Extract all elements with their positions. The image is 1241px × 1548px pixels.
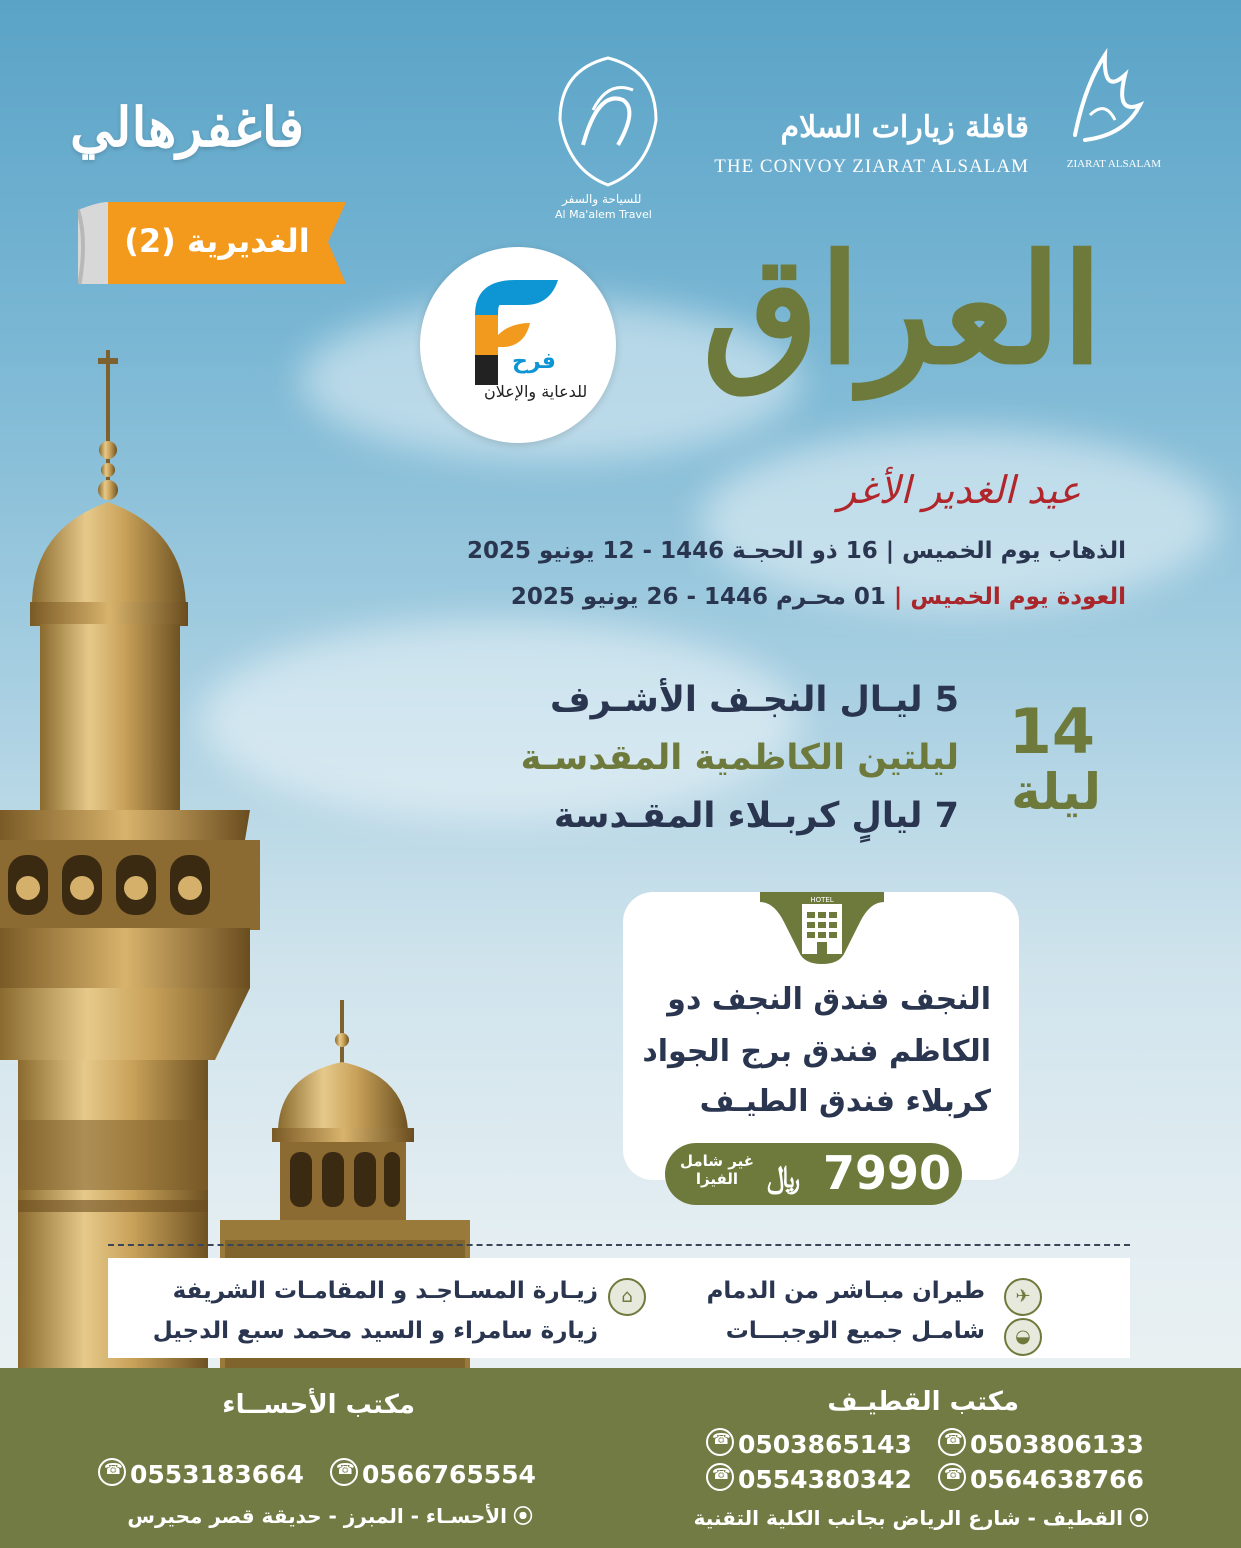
- partner-caption-arabic: للسياحة والسفر: [562, 192, 642, 206]
- departure-line: [467, 538, 1126, 564]
- departure-label: الذهاب يوم الخميس: [902, 538, 1126, 564]
- total-nights-number: 14: [1008, 695, 1095, 768]
- whatsapp-icon: [706, 1463, 734, 1491]
- brand-name-arabic: قافلة زيارات السلام: [780, 110, 1029, 145]
- hotel-karbala: كربلاء فندق الطيـف: [699, 1084, 991, 1119]
- location-pin-icon: ⦿: [1129, 1506, 1149, 1530]
- return-date: 01 محـرم 1446 - 26 يونيو 2025: [510, 584, 886, 610]
- qatif-office-title: مكتب القطيـف: [827, 1387, 1019, 1417]
- ahsa-office-title: مكتب الأحســاء: [222, 1390, 415, 1420]
- qatif-phone-4[interactable]: ☎0554380342: [706, 1463, 912, 1494]
- ahsa-phone-1[interactable]: ☎0566765554: [330, 1458, 536, 1489]
- sponsor-name: فرح: [512, 349, 556, 374]
- whatsapp-icon: [938, 1428, 966, 1456]
- shrine-minaret-illustration: [0, 340, 470, 1370]
- brand-name-english: THE CONVOY ZIARAT ALSALAM: [714, 156, 1029, 177]
- departure-date: 16 ذو الحجـة 1446 - 12 يونيو 2025: [466, 538, 878, 564]
- qatif-address: ⦿القطيف - شارع الرياض بجانب الكلية التقنية: [694, 1502, 1149, 1531]
- hotel-najaf: النجف فندق النجف دو: [667, 982, 991, 1017]
- meal-dish-icon: ◒: [1004, 1318, 1042, 1356]
- divider: [108, 1244, 1130, 1246]
- hotel-kadhimiya: الكاظم فندق برج الجواد: [642, 1034, 991, 1069]
- sponsor-tagline: للدعاية والإعلان: [484, 382, 588, 401]
- stay-najaf: 5 ليـال النجـف الأشـرف: [550, 680, 959, 720]
- whatsapp-icon: [330, 1458, 358, 1486]
- occasion-subtitle: عيد الغدير الأغر: [837, 468, 1081, 512]
- stay-karbala: 7 ليالٍ كربـلاء المقـدسة: [553, 796, 959, 836]
- destination-title: العراق: [702, 222, 1103, 398]
- riyal-currency-icon: ﷼: [767, 1160, 801, 1195]
- stay-kadhimiya: ليلتين الكاظمية المقدسـة: [520, 738, 959, 778]
- feature-samarra: زيارة سامراء و السيد محمد سبع الدجيل: [152, 1318, 598, 1344]
- partner-caption-english: Al Ma'alem Travel: [555, 208, 652, 221]
- ahsa-phone-2[interactable]: ☎0553183664: [98, 1458, 304, 1489]
- slogan-calligraphy: فاغفرهالي: [70, 95, 305, 159]
- mosque-icon: ⌂: [608, 1278, 646, 1316]
- feature-meals: شامـل جميع الوجبـــات: [725, 1318, 985, 1344]
- whatsapp-icon: [98, 1458, 126, 1486]
- price-value: 7990: [823, 1146, 952, 1200]
- separator: |: [885, 584, 903, 610]
- return-line: [511, 584, 1126, 610]
- hotel-icon: [760, 892, 884, 964]
- visa-note: [673, 1152, 761, 1188]
- hotel-icon-label: HOTEL: [810, 896, 834, 904]
- ziarat-logo-caption: ZIARAT ALSALAM: [1066, 158, 1161, 170]
- visa-note-line1: غير شامل: [680, 1152, 754, 1170]
- ahsa-address: ⦿الأحسـاء - المبرز - حديقة قصر محيرس: [127, 1500, 533, 1529]
- feature-flight: طيران مبـاشر من الدمام: [706, 1278, 985, 1304]
- whatsapp-icon: [706, 1428, 734, 1456]
- edition-label: الغديرية (2): [124, 222, 310, 260]
- return-label: العودة يوم الخميس: [910, 584, 1126, 610]
- cloud-decoration: [700, 430, 1220, 610]
- qatif-phone-3[interactable]: ☎0564638766: [938, 1463, 1144, 1494]
- whatsapp-icon: [938, 1463, 966, 1491]
- qatif-phone-2[interactable]: ☎0503865143: [706, 1428, 912, 1459]
- separator: |: [877, 538, 895, 564]
- qatif-phone-1[interactable]: ☎0503806133: [938, 1428, 1144, 1459]
- location-pin-icon: ⦿: [513, 1504, 533, 1528]
- feature-mosques: زيـارة المسـاجـد و المقامـات الشريفة: [172, 1278, 598, 1304]
- airplane-icon: ✈: [1004, 1278, 1042, 1316]
- maalem-travel-logo: [548, 50, 668, 190]
- total-nights-word: ليلة: [1011, 763, 1101, 821]
- ziarat-alsalam-logo: [1055, 45, 1155, 155]
- visa-note-line2: الفيزا: [695, 1170, 739, 1188]
